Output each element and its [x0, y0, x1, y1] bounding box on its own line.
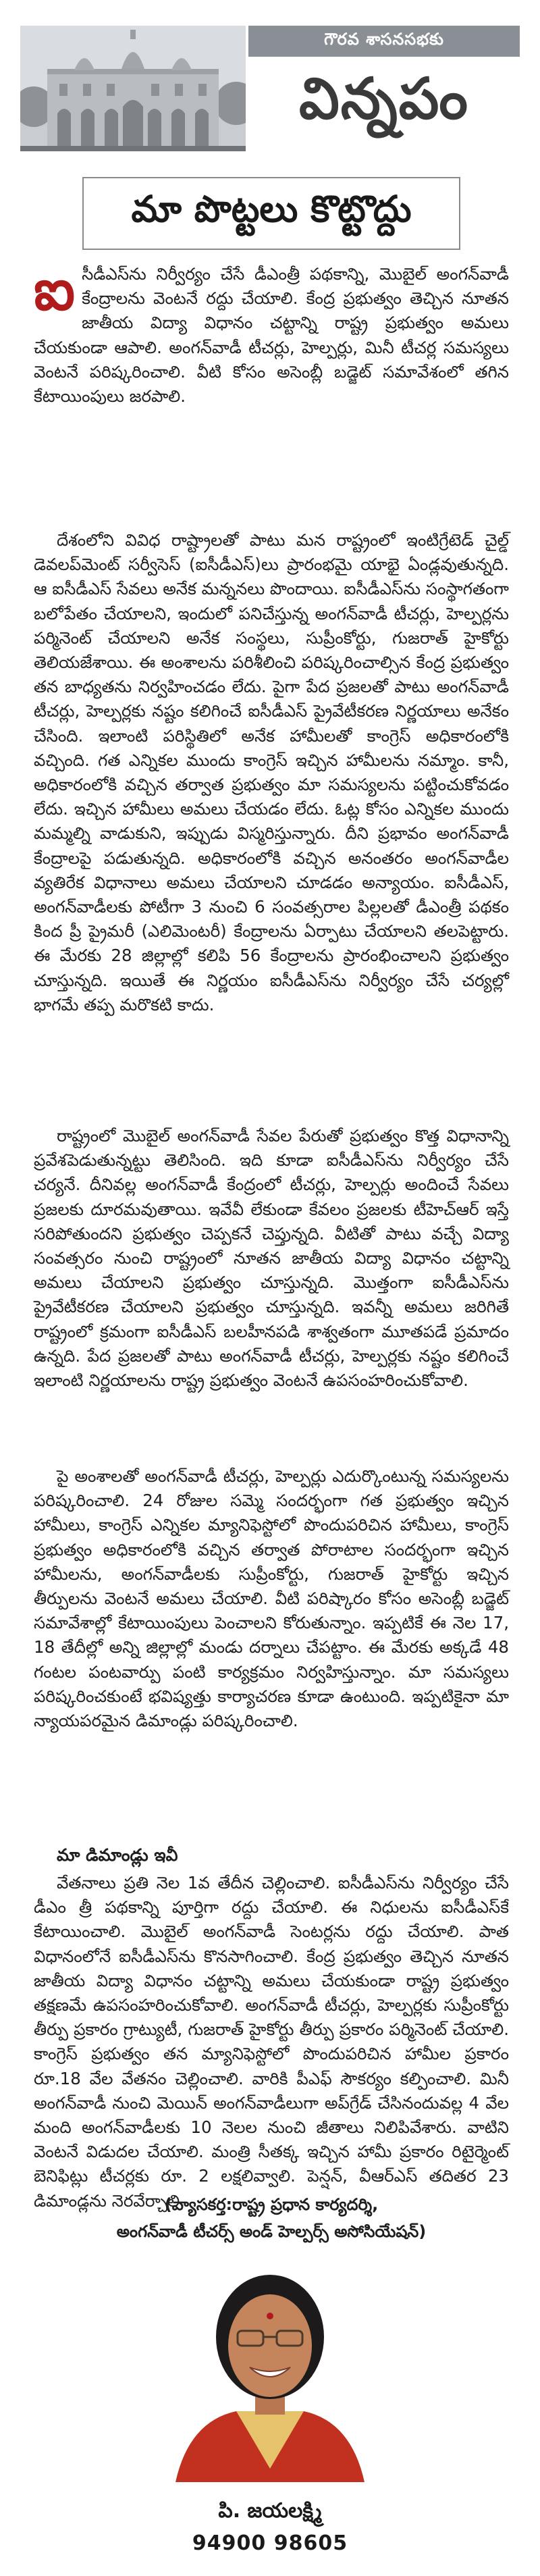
- paragraph-mobile-anganwadi: రాష్ట్రంలో మొబైల్ అంగన్‌వాడీ సేవల పేరుతో ప్రభుత్వం కొత్త విధానాన్ని ప్రవేశపెడుతున్నట్టు తెలిసింది. ఇది కూడా ఐసీడీఎస్‌ను నిర్వీర్యం చేసే చర్యనే. దీనివల్ల అంగన్‌వాడీ కేంద్రంలో టీచర్లు, హెల్పర్లు అందించే సేవలు ప్రజలకు దూరమవుతాయి. ఇవేవీ లేకుండా కేవలం ప్రజలకు టీహెచ్‌ఆర్ ఇస్తే సరిపోతుందని ప్రభుత్వం చెప్పకనే చెప్తున్నది. వీటితో పాటు వచ్చే విద్యా సంవత్సరం నుంచి రాష్ట్రంలో నూతన జాతీయ విద్యా విధానం చట్టాన్ని అమలు చేయాలని ప్రభుత్వం చూస్తున్నది. మొత్తంగా ఐసీడీఎస్‌ను ప్రైవేటీకరణ చేయాలని ప్రభుత్వం చూస్తున్నది. ఇవన్నీ అమలు జరిగితే రాష్ట్రంలో క్రమంగా ఐసీడీఎస్ బలహీనపడి శాశ్వతంగా మూతపడే ప్రమాదం ఉన్నది. పేద ప్రజలతో పాటు అంగన్‌వాడీ టీచర్లు, హెల్పర్లకు నష్టం కలిగించే ఇలాంటి నిర్ణయాలను రాష్ట్ర ప్రభుత్వం వెంటనే ఉపసంహరించుకోవాలి.: [34, 1126, 509, 1391]
- column-kicker: గౌరవ శాసనసభకు: [324, 30, 444, 49]
- author-name: పి. జయలక్ష్మి: [218, 2499, 322, 2523]
- column-title-box: [248, 59, 520, 151]
- headline-box: [82, 177, 460, 250]
- paragraph-demands: వేతనాలు ప్రతి నెల 1వ తేదీన చెల్లించాలి. ఐసీడీఎస్‌ను నిర్వీర్యం చేసే డీఎం త్రీ పథకాన్ని పూర్తిగా రద్దు చేయాలి. ఈ నిధులను ఐసీడీఎస్‌కే కేటాయించాలి. మొబైల్ అంగన్‌వాడీ సెంటర్లను రద్దు చేయాలి. పాత విధానంలోనే ఐసీడీఎస్‌ను కొనసాగించాలి. కేంద్ర ప్రభుత్వం తెచ్చిన నూతన జాతీయ విద్యా విధానం చట్టాన్ని అమలు చేయకుండా రాష్ట్ర ప్రభుత్వం తక్షణమే ఉపసంహరించుకోవాలి. అంగన్‌వాడీ టీచర్లు, హెల్పర్లకు సుప్రీంకోర్టు తీర్పు ప్రకారం గ్రాట్యుటీ, గుజరాత్ హైకోర్టు తీర్పు ప్రకారం పర్మినెంట్ చేయాలి. కాంగ్రెస్ ప్రభుత్వం తన మ్యానిఫెస్టోలో పొందుపరిచిన హామీల ప్రకారం రూ.18 వేల వేతనం చెల్లించాలి. వారికి పీఎఫ్ సౌకర్యం కల్పించాలి. మినీ అంగన్‌వాడీ నుంచి మెయిన్ అంగన్‌వాడీలుగా అప్‌గ్రేడ్ చేసినందువల్ల 4 వేల మంది అంగన్‌వాడీలకు 10 నెలల నుంచి జీతాలు నిలిపివేశారు. వాటిని వెంటనే విడుదల చేయాలి. మంత్రి సీతక్క ఇచ్చిన హామీ ప్రకారం రిటైర్మెంట్ బెనిఫిట్లు టీచర్లకు రూ. 2 లక్షలివ్వాలి. పెన్షన్, వీఆర్ఎస్ తదితర 23 డిమాండ్లను నెరవేర్చాలి.: [34, 1873, 509, 2211]
- paragraph-appeal: పై అంశాలతో అంగన్‌వాడీ టీచర్లు, హెల్పర్లు ఎదుర్కొంటున్న సమస్యలను పరిష్కరించాలి. 24 రోజుల సమ్మె సందర్భంగా గత ప్రభుత్వం ఇచ్చిన హామీలు, కాంగ్రెస్ ఎన్నికల మ్యానిఫెస్టోలో పొందుపరిచిన హామీలు, కాంగ్రెస్ ప్రభుత్వం అధికారంలోకి వచ్చిన తర్వాత పోరాటాల సందర్భంగా ఇచ్చిన హామీలను, అంగన్‌వాడీలకు సుప్రీంకోర్టు, గుజరాత్ హైకోర్టు ఇచ్చిన తీర్పులను వెంటనే అమలు చేయాలి. వీటి పరిష్కారం కోసం అసెంబ్లీ బడ్జెట్ సమావేశాల్లో కేటాయింపులు పెంచాలని కోరుతున్నాం. ఇప్పటికే ఈ నెల 17, 18 తేదీల్లో అన్ని జిల్లాల్లో మండు దర్నాలు చేపట్టాం. ఈ మేరకు అక్కడే 48 గంటల పంటవార్పు పంటి కార్యక్రమం నిర్వహిస్తున్నాం. మా సమస్యలు పరిష్కరించకుంటే భవిష్యత్తు కార్యాచరణ కూడా ఉంటుంది. ఇప్పటికైనా మా న్యాయపరమైన డిమాండ్లు పరిష్కరించాలి.: [34, 1466, 509, 1731]
- column-title: విన్నపం: [299, 65, 469, 132]
- paragraph-intro-text: సీడీఎస్‌ను నిర్వీర్యం చేసే డీఎంత్రీ పథకాన్ని, మొబైల్ అంగన్‌వాడీ కేంద్రాలను వెంటనే రద్దు చేయాలి. కేంద్ర ప్రభుత్వం తెచ్చిన నూతన జాతీయ విద్యా విధానం చట్టాన్ని రాష్ట్ర ప్రభుత్వం అమలు చేయకుండా ఆపాలి. అంగన్‌వాడీ టీచర్లు, హెల్పర్లు, మినీ టీచర్ల సమస్యలు వెంటనే పరిష్కరించాలి. వీటి కోసం అసెంబ్లీ బడ్జెట్ సమావేశంలో తగిన కేటాయింపులు జరపాలి.: [34, 264, 509, 407]
- author-organization: అంగన్‌వాడీ టీచర్స్ అండ్ హెల్పర్స్ అసోసియేషన్): [116, 2222, 427, 2241]
- assembly-building-image: [20, 26, 246, 151]
- author-phone: 94900 98605: [192, 2531, 348, 2555]
- drop-cap: ఐ: [34, 257, 76, 323]
- column-banner: [20, 26, 520, 151]
- paragraph-intro: [34, 257, 509, 532]
- column-kicker-bar: [248, 26, 520, 57]
- author-designation: (వ్యాసకర్త:రాష్ట్ర ప్రధాన కార్యదర్శి,: [164, 2195, 379, 2214]
- paragraph-background: దేశంలోని వివిధ రాష్ట్రాలతో పాటు మన రాష్ట్రంలో ఇంటిగ్రేటెడ్ చైల్డ్ డెవలప్‌మెంట్ సర్వీసెస్ (ఐసీడీఎస్)లు ప్రారంభమై యాభై ఏండ్లవుతున్నది. ఆ ఐసీడీఎస్ సేవలు అనేక మన్ననలు పొందాయి. ఐసీడీఎస్‌ను సంస్థాగతంగా బలోపేతం చేయాలని, ఇందులో పనిచేస్తున్న అంగన్‌వాడీ టీచర్లు, హెల్పర్లను పర్మినెంట్ చేయాలని అనేక సంస్థలు, సుప్రీంకోర్టు, గుజరాత్ హైకోర్టు తెలియజేశాయి. ఈ అంశాలను పరిశీలించి పరిష్కరించాల్సిన కేంద్ర ప్రభుత్వం తన బాధ్యతను నిర్వహించడం లేదు. పైగా పేద ప్రజలతో పాటు అంగన్‌వాడీ టీచర్లు, హెల్పర్లకు నష్టం కలిగించే ఐసీడీఎస్ ప్రైవేటీకరణ నిర్ణయాలు అనేకం చేసింది. ఇలాంటి పరిస్థితిలో అనేక హామీలతో కాంగ్రెస్ అధికారంలోకి వచ్చింది. గత ఎన్నికల ముందు కాంగ్రెస్ ఇచ్చిన హామీలను నమ్మాం. కానీ, అధికారంలోకి వచ్చిన తర్వాత ప్రభుత్వం మా సమస్యలను పట్టించుకోవడం లేదు. ఇచ్చిన హామీలు అమలు చేయడం లేదు. ఓట్ల కోసం ఎన్నికల ముందు మమ్మల్ని వాడుకుని, ఇప్పుడు విస్మరిస్తున్నారు. దీని ప్రభావం అంగన్‌వాడీ కేంద్రాలపై పడుతున్నది. అధికారంలోకి వచ్చిన అనంతరం అంగన్‌వాడీల వ్యతిరేక విధానాలు అమలు చేయాలని చూడడం అన్యాయం. ఐసీడీఎస్, అంగన్‌వాడీలకు పోటీగా 3 నుంచి 6 సంవత్సరాల పిల్లలతో డీఎంత్రీ పథకం కింద ప్రీ ప్రైమరీ (ఎలిమెంటరీ) కేంద్రాలను ఏర్పాటు చేయాలని తలపెట్టారు. ఈ మేరకు 28 జిల్లాల్లో కలిపి 56 కేంద్రాలను ప్రారంభించాలని ప్రభుత్వం చూస్తున్నది. ఇయితే ఈ నిర్ణయం ఐసీడీఎస్‌ను నిర్వీర్యం చేసే చర్యల్లో భాగమే తప్ప మరొకటి కాదు.: [34, 530, 509, 1014]
- demands-heading: మా డిమాండ్లు ఇవీ: [57, 1845, 178, 1865]
- article-headline: మా పొట్టలు కొట్టొద్దు: [131, 187, 412, 230]
- author-photo: [162, 2266, 378, 2482]
